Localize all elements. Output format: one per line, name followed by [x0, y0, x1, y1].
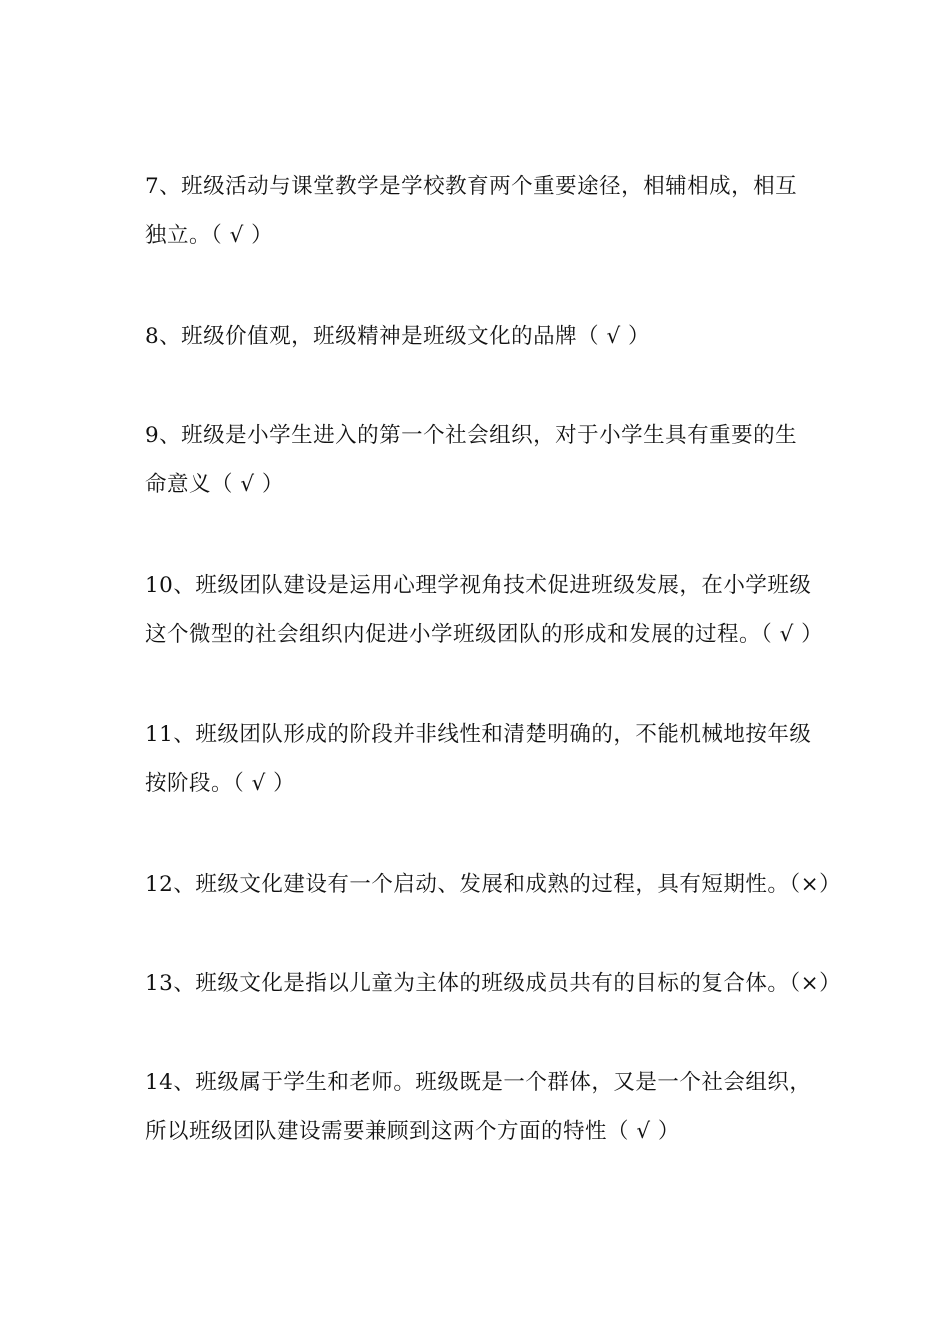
question-9-line-2: 命意义（ √ ） [145, 472, 284, 497]
question-13 [145, 959, 842, 1008]
question-11-line-1: 11、班级团队形成的阶段并非线性和清楚明确的，不能机械地按年级 [145, 722, 812, 747]
question-8 [145, 312, 835, 361]
question-14 [145, 1058, 835, 1156]
question-12-line-1: 12、班级文化建设有一个启动、发展和成熟的过程，具有短期性。（×） [145, 872, 842, 897]
question-13-line-1: 13、班级文化是指以儿童为主体的班级成员共有的目标的复合体。（×） [145, 971, 842, 996]
question-14-line-2: 所以班级团队建设需要兼顾到这两个方面的特性（ √ ） [145, 1119, 680, 1144]
question-9 [145, 411, 835, 509]
question-9-line-1: 9、班级是小学生进入的第一个社会组织，对于小学生具有重要的生 [145, 423, 798, 448]
question-14-line-1: 14、班级属于学生和老师。班级既是一个群体，又是一个社会组织， [145, 1070, 812, 1095]
question-10-line-2: 这个微型的社会组织内促进小学班级团队的形成和发展的过程。（ √ ） [145, 622, 824, 647]
question-7-line-1: 7、班级活动与课堂教学是学校教育两个重要途径，相辅相成，相互 [145, 174, 798, 199]
question-10 [145, 561, 835, 659]
question-7 [145, 162, 835, 260]
question-11 [145, 710, 835, 808]
question-7-line-2: 独立。（ √ ） [145, 223, 274, 248]
question-10-line-1: 10、班级团队建设是运用心理学视角技术促进班级发展，在小学班级 [145, 573, 812, 598]
question-12 [145, 860, 842, 909]
question-11-line-2: 按阶段。（ √ ） [145, 771, 296, 796]
question-8-line-1: 8、班级价值观，班级精神是班级文化的品牌（ √ ） [145, 324, 651, 349]
